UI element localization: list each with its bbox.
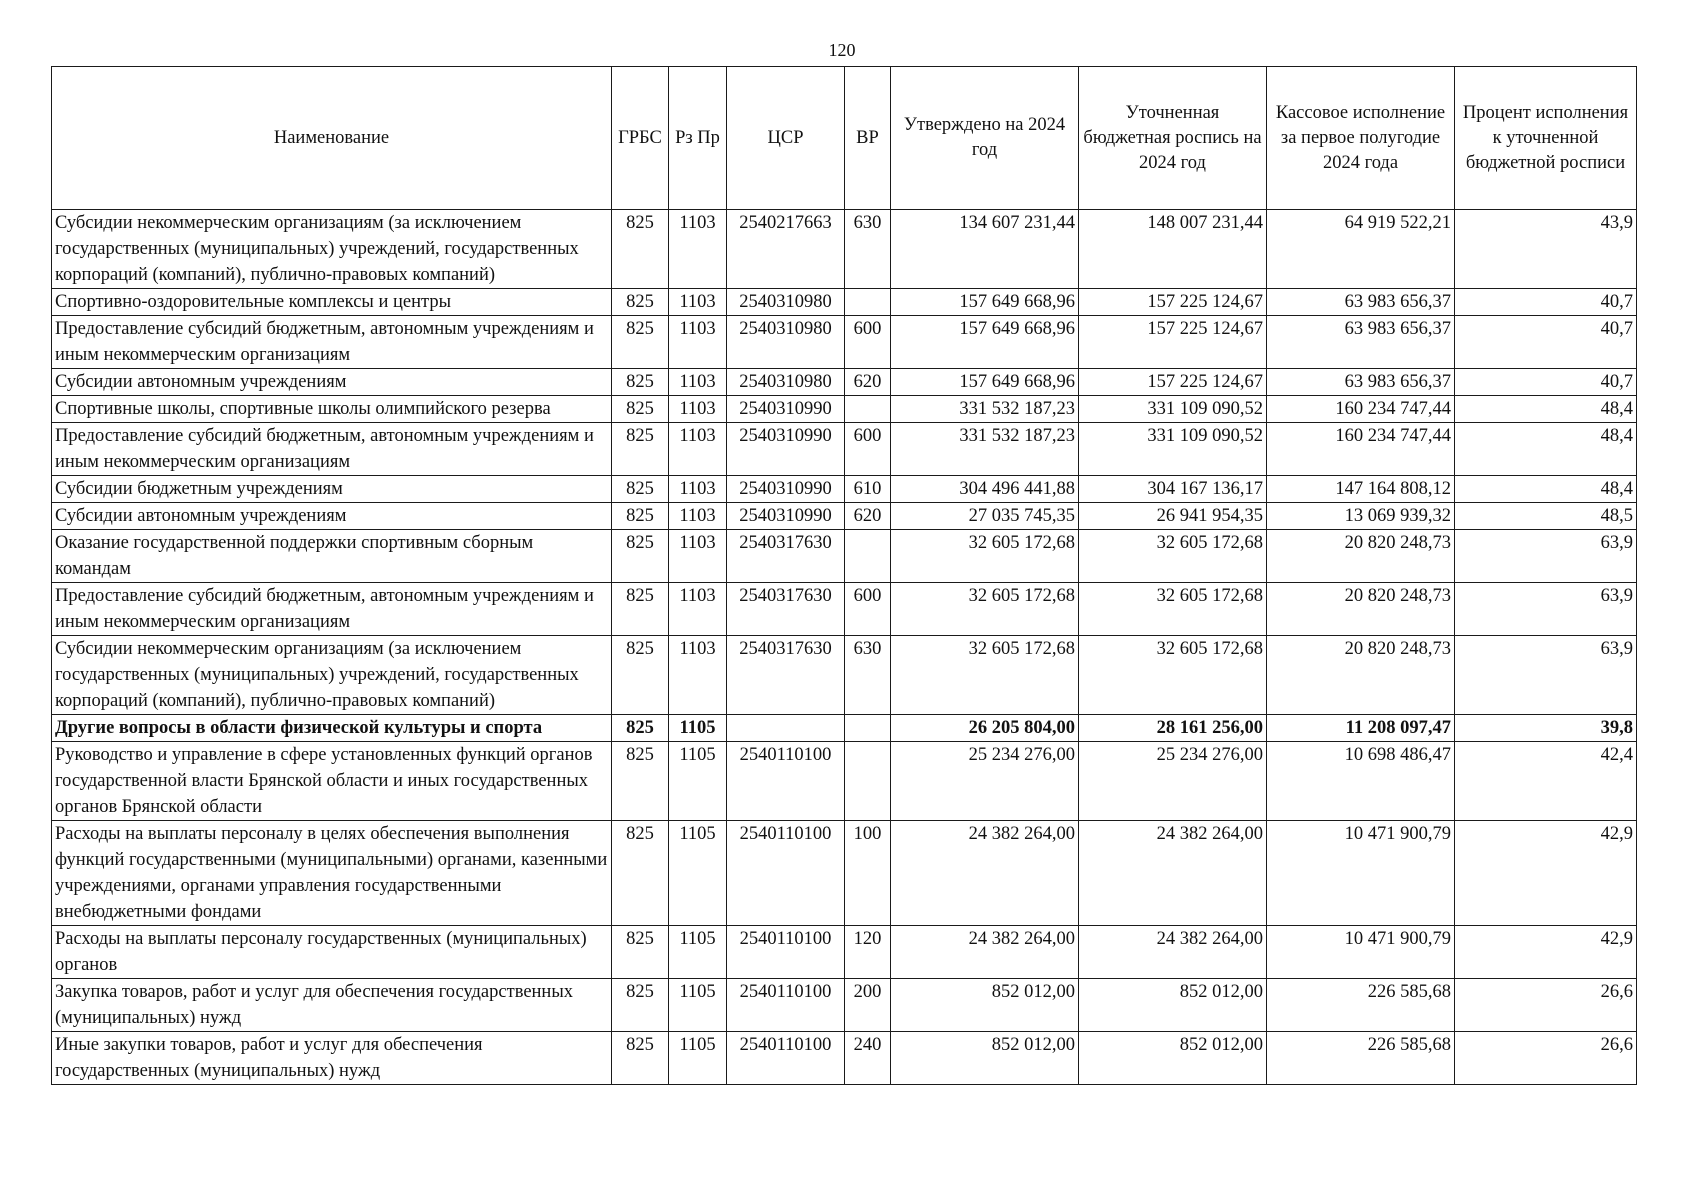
cell-cash: 10 471 900,79 [1267,926,1455,979]
cell-csr: 2540310990 [727,476,845,503]
cell-vr: 610 [845,476,891,503]
cell-grbs: 825 [612,1032,669,1085]
page-number: 120 [828,40,856,60]
cell-approved: 25 234 276,00 [891,742,1079,821]
cell-percent: 42,9 [1455,821,1637,926]
cell-vr [845,289,891,316]
cell-cash: 11 208 097,47 [1267,715,1455,742]
cell-name: Субсидии автономным учреждениям [52,369,612,396]
cell-percent: 48,4 [1455,476,1637,503]
cell-grbs: 825 [612,715,669,742]
cell-cash: 160 234 747,44 [1267,423,1455,476]
cell-refined: 157 225 124,67 [1079,316,1267,369]
cell-grbs: 825 [612,423,669,476]
cell-csr: 2540310990 [727,423,845,476]
cell-vr: 630 [845,636,891,715]
cell-approved: 331 532 187,23 [891,423,1079,476]
cell-refined: 24 382 264,00 [1079,821,1267,926]
cell-name: Субсидии некоммерческим организациям (за исключением государственных (муниципальных) учреждений, государственных корпораций (компаний), публично-правовых компаний) [52,636,612,715]
cell-vr: 240 [845,1032,891,1085]
cell-percent: 63,9 [1455,530,1637,583]
table-row [52,423,1637,476]
table-row [52,530,1637,583]
cell-cash: 13 069 939,32 [1267,503,1455,530]
cell-approved: 157 649 668,96 [891,316,1079,369]
cell-percent: 42,4 [1455,742,1637,821]
column-header-name: Наименование [52,67,612,210]
table-row-subtotal [52,715,1637,742]
cell-rzpr: 1103 [669,316,727,369]
cell-name: Предоставление субсидий бюджетным, автономным учреждениям и иным некоммерческим организациям [52,583,612,636]
cell-cash: 10 471 900,79 [1267,821,1455,926]
cell-grbs: 825 [612,636,669,715]
cell-cash: 160 234 747,44 [1267,396,1455,423]
cell-refined: 32 605 172,68 [1079,636,1267,715]
cell-refined: 148 007 231,44 [1079,210,1267,289]
cell-rzpr: 1103 [669,369,727,396]
cell-refined: 32 605 172,68 [1079,530,1267,583]
cell-rzpr: 1103 [669,289,727,316]
table-row [52,316,1637,369]
cell-vr: 100 [845,821,891,926]
cell-csr: 2540310990 [727,396,845,423]
cell-csr: 2540310980 [727,369,845,396]
cell-csr: 2540310980 [727,289,845,316]
table-row [52,289,1637,316]
cell-refined: 157 225 124,67 [1079,369,1267,396]
cell-name: Расходы на выплаты персоналу в целях обеспечения выполнения функций государственными (муниципальными) органами, казенными учреждениями, органами управления государственными внебюджетными фондами [52,821,612,926]
cell-csr: 2540110100 [727,926,845,979]
cell-csr: 2540310990 [727,503,845,530]
cell-refined: 26 941 954,35 [1079,503,1267,530]
table-row [52,636,1637,715]
table-row [52,396,1637,423]
table-row [52,369,1637,396]
column-header-percent: Процент исполнения к уточненной бюджетной росписи [1455,67,1637,210]
cell-cash: 20 820 248,73 [1267,636,1455,715]
cell-cash: 64 919 522,21 [1267,210,1455,289]
cell-name: Предоставление субсидий бюджетным, автономным учреждениям и иным некоммерческим организациям [52,316,612,369]
cell-grbs: 825 [612,583,669,636]
cell-name: Руководство и управление в сфере установленных функций органов государственной власти Брянской области и иных государственных органов Брянской области [52,742,612,821]
cell-vr: 120 [845,926,891,979]
cell-grbs: 825 [612,926,669,979]
cell-percent: 48,5 [1455,503,1637,530]
cell-vr: 600 [845,423,891,476]
table-row [52,821,1637,926]
cell-csr: 2540317630 [727,530,845,583]
column-header-vr: ВР [845,67,891,210]
cell-cash: 20 820 248,73 [1267,530,1455,583]
cell-name: Иные закупки товаров, работ и услуг для обеспечения государственных (муниципальных) нужд [52,1032,612,1085]
cell-percent: 43,9 [1455,210,1637,289]
cell-csr [727,715,845,742]
column-header-csr: ЦСР [727,67,845,210]
cell-refined: 25 234 276,00 [1079,742,1267,821]
cell-refined: 157 225 124,67 [1079,289,1267,316]
cell-percent: 39,8 [1455,715,1637,742]
cell-rzpr: 1105 [669,742,727,821]
cell-grbs: 825 [612,503,669,530]
cell-approved: 304 496 441,88 [891,476,1079,503]
cell-approved: 32 605 172,68 [891,530,1079,583]
table-row [52,210,1637,289]
table-row [52,476,1637,503]
cell-rzpr: 1103 [669,636,727,715]
cell-approved: 24 382 264,00 [891,926,1079,979]
cell-name: Субсидии автономным учреждениям [52,503,612,530]
cell-csr: 2540110100 [727,979,845,1032]
cell-refined: 852 012,00 [1079,1032,1267,1085]
cell-percent: 48,4 [1455,423,1637,476]
cell-approved: 157 649 668,96 [891,369,1079,396]
cell-rzpr: 1103 [669,423,727,476]
cell-percent: 63,9 [1455,636,1637,715]
cell-grbs: 825 [612,316,669,369]
cell-vr [845,715,891,742]
cell-approved: 24 382 264,00 [891,821,1079,926]
cell-refined: 331 109 090,52 [1079,396,1267,423]
cell-csr: 2540317630 [727,636,845,715]
cell-vr: 620 [845,369,891,396]
cell-cash: 63 983 656,37 [1267,316,1455,369]
table-row [52,1032,1637,1085]
cell-csr: 2540110100 [727,1032,845,1085]
cell-rzpr: 1105 [669,715,727,742]
cell-approved: 32 605 172,68 [891,583,1079,636]
table-row [52,979,1637,1032]
cell-refined: 28 161 256,00 [1079,715,1267,742]
cell-approved: 134 607 231,44 [891,210,1079,289]
column-header-approved: Утверждено на 2024 год [891,67,1079,210]
cell-name: Расходы на выплаты персоналу государственных (муниципальных) органов [52,926,612,979]
cell-grbs: 825 [612,742,669,821]
cell-vr: 200 [845,979,891,1032]
cell-name: Субсидии некоммерческим организациям (за исключением государственных (муниципальных) учреждений, государственных корпораций (компаний), публично-правовых компаний) [52,210,612,289]
cell-percent: 40,7 [1455,369,1637,396]
column-header-grbs: ГРБС [612,67,669,210]
cell-vr: 600 [845,316,891,369]
cell-percent: 42,9 [1455,926,1637,979]
cell-csr: 2540217663 [727,210,845,289]
cell-refined: 24 382 264,00 [1079,926,1267,979]
cell-rzpr: 1105 [669,979,727,1032]
cell-grbs: 825 [612,289,669,316]
column-header-rzpr: Рз Пр [669,67,727,210]
cell-cash: 226 585,68 [1267,979,1455,1032]
cell-grbs: 825 [612,210,669,289]
cell-name: Предоставление субсидий бюджетным, автономным учреждениям и иным некоммерческим организациям [52,423,612,476]
cell-grbs: 825 [612,396,669,423]
cell-rzpr: 1103 [669,396,727,423]
cell-cash: 10 698 486,47 [1267,742,1455,821]
cell-approved: 157 649 668,96 [891,289,1079,316]
cell-cash: 63 983 656,37 [1267,289,1455,316]
cell-name: Закупка товаров, работ и услуг для обеспечения государственных (муниципальных) нужд [52,979,612,1032]
cell-percent: 40,7 [1455,316,1637,369]
cell-approved: 26 205 804,00 [891,715,1079,742]
cell-csr: 2540317630 [727,583,845,636]
cell-name: Другие вопросы в области физической культуры и спорта [52,715,612,742]
cell-cash: 63 983 656,37 [1267,369,1455,396]
cell-percent: 48,4 [1455,396,1637,423]
table-header-row [52,67,1637,210]
cell-grbs: 825 [612,530,669,583]
table-row [52,926,1637,979]
cell-rzpr: 1103 [669,476,727,503]
cell-name: Спортивные школы, спортивные школы олимпийского резерва [52,396,612,423]
cell-grbs: 825 [612,979,669,1032]
cell-cash: 20 820 248,73 [1267,583,1455,636]
cell-rzpr: 1103 [669,210,727,289]
table-row [52,583,1637,636]
cell-name: Спортивно-оздоровительные комплексы и центры [52,289,612,316]
cell-approved: 852 012,00 [891,1032,1079,1085]
cell-percent: 26,6 [1455,1032,1637,1085]
cell-cash: 226 585,68 [1267,1032,1455,1085]
cell-grbs: 825 [612,821,669,926]
cell-approved: 852 012,00 [891,979,1079,1032]
cell-cash: 147 164 808,12 [1267,476,1455,503]
cell-rzpr: 1105 [669,821,727,926]
cell-grbs: 825 [612,476,669,503]
cell-approved: 331 532 187,23 [891,396,1079,423]
cell-approved: 27 035 745,35 [891,503,1079,530]
budget-table [51,66,1637,1085]
cell-refined: 331 109 090,52 [1079,423,1267,476]
cell-vr: 600 [845,583,891,636]
cell-vr: 620 [845,503,891,530]
cell-refined: 304 167 136,17 [1079,476,1267,503]
cell-name: Оказание государственной поддержки спортивным сборным командам [52,530,612,583]
cell-rzpr: 1103 [669,530,727,583]
cell-refined: 852 012,00 [1079,979,1267,1032]
column-header-cash: Кассовое исполнение за первое полугодие 2024 года [1267,67,1455,210]
cell-rzpr: 1103 [669,583,727,636]
cell-rzpr: 1105 [669,1032,727,1085]
cell-rzpr: 1103 [669,503,727,530]
cell-grbs: 825 [612,369,669,396]
cell-percent: 26,6 [1455,979,1637,1032]
cell-csr: 2540310980 [727,316,845,369]
cell-approved: 32 605 172,68 [891,636,1079,715]
cell-refined: 32 605 172,68 [1079,583,1267,636]
cell-csr: 2540110100 [727,821,845,926]
cell-vr [845,530,891,583]
table-row [52,503,1637,530]
table-row [52,742,1637,821]
cell-percent: 63,9 [1455,583,1637,636]
cell-csr: 2540110100 [727,742,845,821]
cell-percent: 40,7 [1455,289,1637,316]
column-header-refined: Уточненная бюджетная роспись на 2024 год [1079,67,1267,210]
cell-vr [845,742,891,821]
cell-vr: 630 [845,210,891,289]
cell-name: Субсидии бюджетным учреждениям [52,476,612,503]
cell-rzpr: 1105 [669,926,727,979]
table-body [52,210,1637,1085]
cell-vr [845,396,891,423]
